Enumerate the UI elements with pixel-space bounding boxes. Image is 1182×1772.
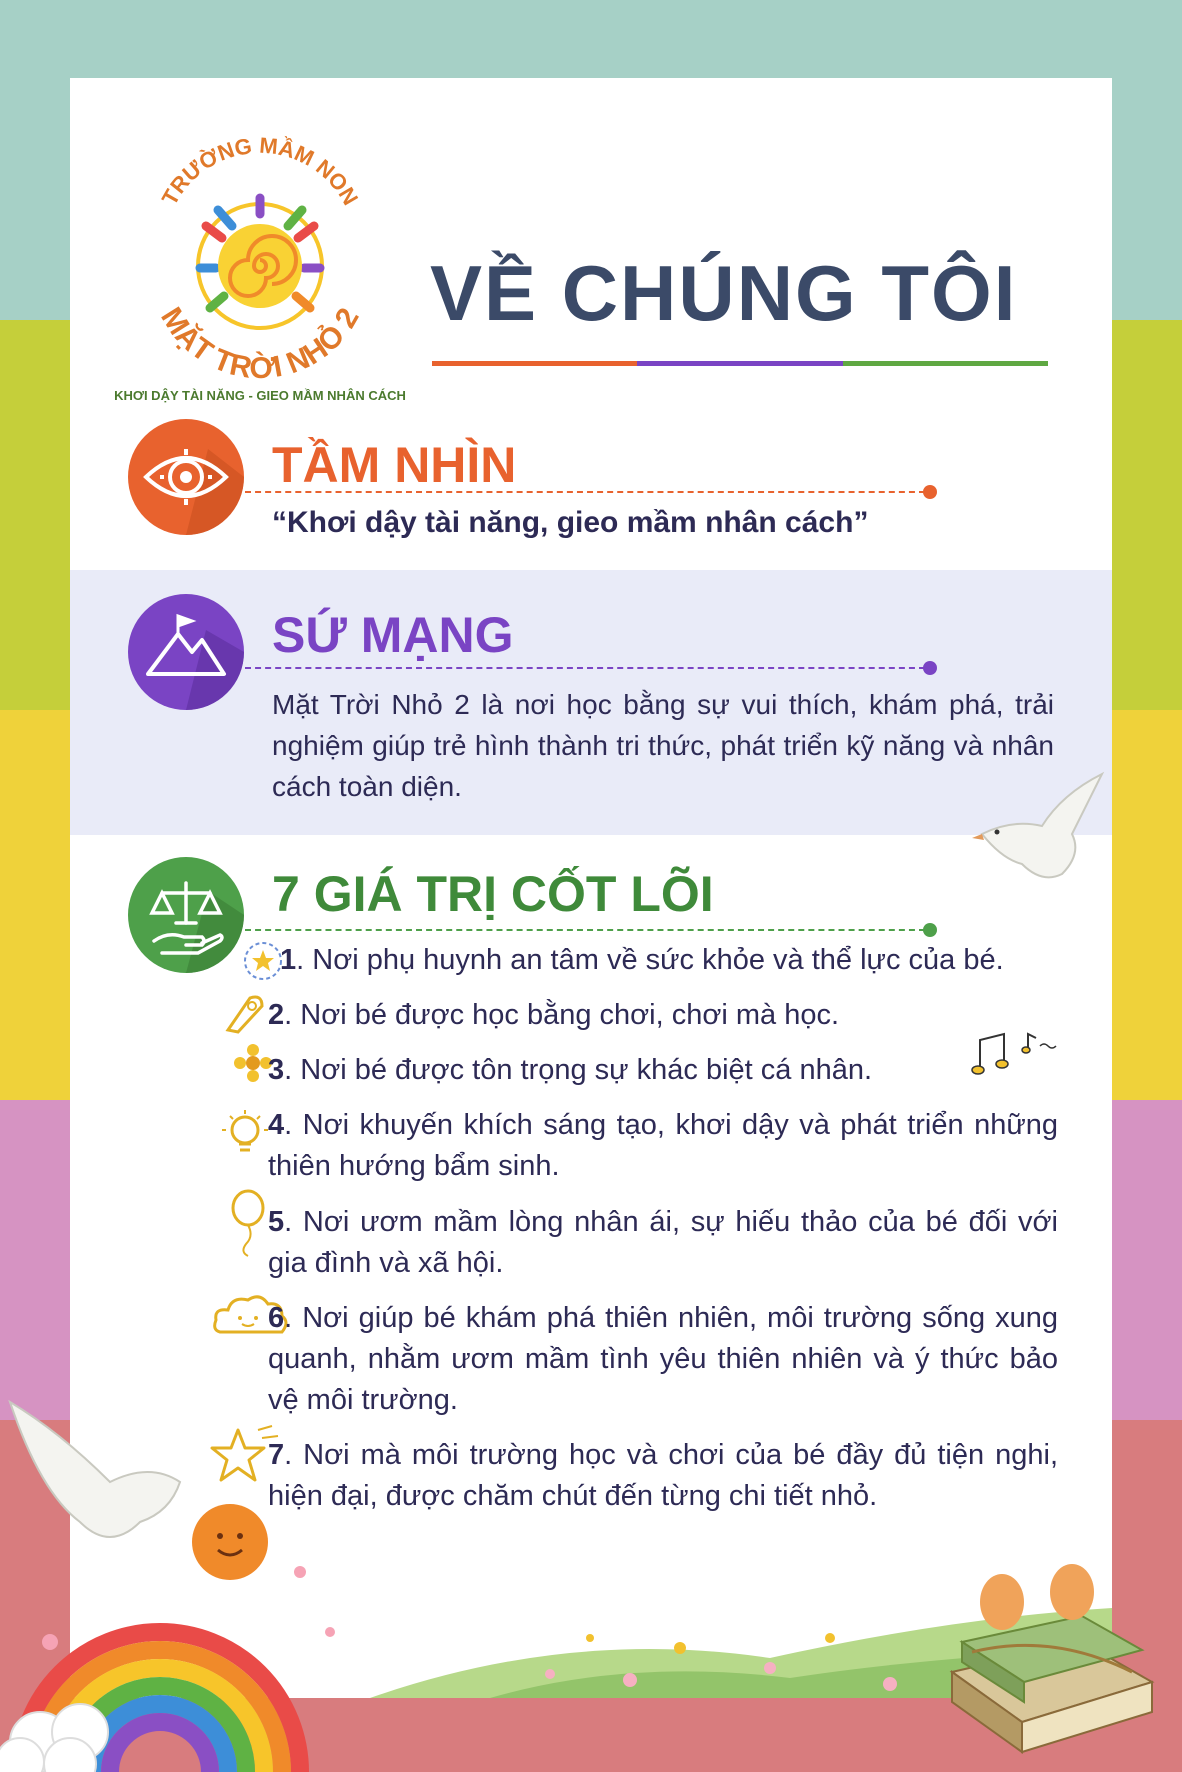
- value-item-4: 4. Nơi khuyến khích sáng tạo, khơi dậy và phát triển những thiên hướng bẩm sinh.: [268, 1109, 1058, 1182]
- vision-quote: “Khơi dậy tài năng, gieo mầm nhân cách”: [272, 506, 869, 539]
- mission-divider: [245, 667, 925, 669]
- value-item-3: 3. Nơi bé được tôn trọng sự khác biệt cá nhân.: [268, 1054, 873, 1086]
- svg-text:TRƯỜNG MẦM NON: TRƯỜNG MẦM NON: [156, 132, 364, 210]
- page-title: VỀ CHÚNG TÔI: [430, 249, 1018, 337]
- value-item-1: 1. Nơi phụ huynh an tâm về sức khỏe và thể lực của bé.: [280, 944, 1004, 976]
- values-title: 7 GIÁ TRỊ CỐT LÕI: [272, 866, 714, 922]
- vision-divider-dot: [923, 485, 937, 499]
- mission-text: Mặt Trời Nhỏ 2 là nơi học bằng sự vui thích, khám phá, trải nghiệm giúp trẻ hình thành tri thức, phát triển kỹ năng và nhân cách toàn diện.: [272, 689, 1054, 802]
- star-circle-icon: [242, 940, 284, 982]
- value-item-7: 7. Nơi mà môi trường học và chơi của bé đầy đủ tiện nghi, hiện đại, được chăm chút đến từng chi tiết nhỏ.: [268, 1439, 1058, 1512]
- balloon-icon: [224, 1188, 274, 1258]
- dove-icon: [962, 764, 1112, 914]
- logo-tagline: KHƠI DẬY TÀI NĂNG - GIEO MẦM NHÂN CÁCH: [114, 388, 406, 403]
- rocket-icon: [220, 988, 270, 1038]
- vision-divider: [245, 491, 925, 493]
- books-illustration: [932, 1532, 1172, 1772]
- sun-icon: [110, 118, 410, 418]
- title-underline: [432, 361, 1048, 366]
- value-item-6: 6. Nơi giúp bé khám phá thiên nhiên, môi trường sống xung quanh, nhằm ươm mầm tình yêu thiên nhiên và ý thức bảo vệ môi trường.: [268, 1302, 1058, 1416]
- mission-divider-dot: [923, 661, 937, 675]
- rainbow-illustration: [0, 1372, 380, 1772]
- value-item-5: 5. Nơi ươm mầm lòng nhân ái, sự hiếu thảo của bé đối với gia đình và xã hội.: [268, 1206, 1058, 1279]
- mountain-flag-icon: [128, 594, 244, 710]
- vision-title: TẦM NHÌN: [272, 437, 517, 493]
- mission-title: SỨ MẠNG: [272, 607, 514, 663]
- scale-hand-icon: [128, 857, 244, 973]
- lightbulb-icon: [220, 1108, 270, 1168]
- school-logo: [110, 118, 410, 418]
- values-divider-dot: [923, 923, 937, 937]
- svg-text:MẶT TRỜI NHỎ 2: MẶT TRỜI NHỎ 2: [154, 301, 366, 386]
- eye-gear-icon: [128, 419, 244, 535]
- values-divider: [245, 929, 925, 931]
- value-item-2: 2. Nơi bé được học bằng chơi, chơi mà học.: [268, 999, 840, 1031]
